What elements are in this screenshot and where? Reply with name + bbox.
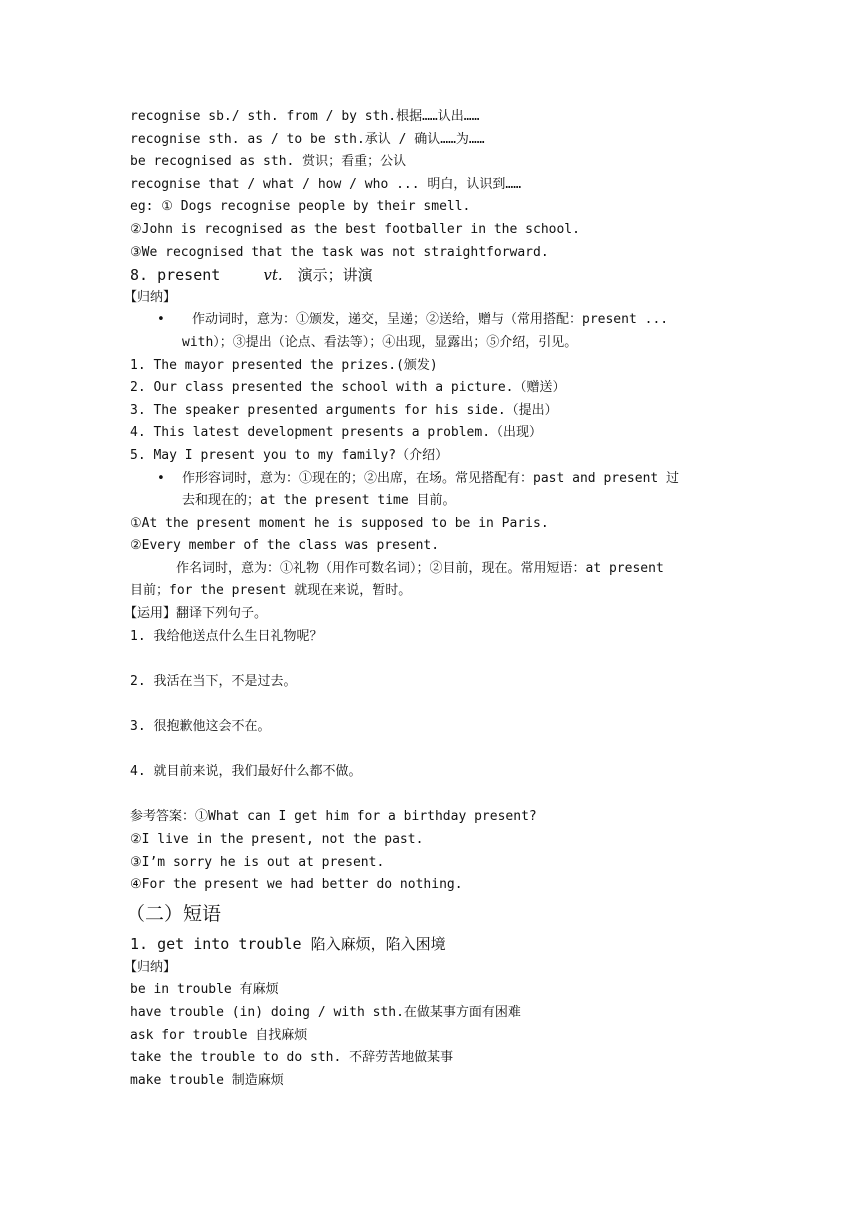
summary-label: 【归纳】	[124, 959, 177, 975]
part-of-speech: vt.	[263, 266, 283, 285]
section-heading: （二）短语	[126, 902, 222, 925]
example-line: ②John is recognised as the best footballer in the school.	[130, 221, 580, 237]
example-line: ①At the present moment he is supposed to be in Paris.	[130, 515, 549, 531]
example-line: 3. The speaker presented arguments for his side.（提出）	[130, 402, 558, 418]
answer-line: ④For the present we had better do nothing.	[130, 877, 463, 893]
answer-line: ③I’m sorry he is out at present.	[130, 854, 385, 870]
word-entry-number: 8. present	[130, 266, 221, 285]
example-line: 4. This latest development presents a problem.（出现）	[130, 425, 543, 441]
example-line: eg: ① Dogs recognise people by their smell.	[130, 199, 471, 215]
bullet-continuation: 去和现在的；at the present time 目前。	[182, 493, 456, 509]
bullet-continuation: with）；③提出（论点、看法等）；④出现，显露出；⑤介绍，引见。	[182, 334, 578, 350]
example-line: 5. May I present you to my family?（介绍）	[130, 447, 449, 463]
text-line: recognise sb./ sth. from / by sth.根据……认出……	[130, 109, 480, 124]
bullet-item	[130, 468, 740, 491]
example-line: 1. The mayor presented the prizes.(颁发)	[130, 357, 438, 373]
word-entry-title	[130, 264, 740, 287]
example-line: 2. Our class presented the school with a picture.（赠送）	[130, 380, 566, 396]
phrase-line: have trouble (in) doing / with sth.在做某事方面有困难	[130, 1004, 521, 1020]
exercise-item: 4. 就目前来说，我们最好什么都不做。	[130, 764, 362, 780]
example-line: ③We recognised that the task was not straightforward.	[130, 244, 549, 260]
text-line: recognise that / what / how / who ... 明白，认识到……	[130, 176, 522, 192]
noun-usage-line: 目前；for the present 就现在来说，暂时。	[130, 583, 412, 599]
bullet-item	[130, 309, 740, 332]
exercise-item: 3. 很抱歉他这会不在。	[130, 719, 271, 735]
answer-line: 参考答案：①What can I get him for a birthday present?	[130, 809, 537, 825]
document-content	[124, 106, 740, 1092]
example-line: ②Every member of the class was present.	[130, 538, 440, 554]
bullet-icon: •	[157, 312, 165, 328]
phrase-line: take the trouble to do sth. 不辞劳苦地做某事	[130, 1050, 454, 1066]
noun-usage-line: 作名词时，意为：①礼物（用作可数名词）；②目前，现在。常用短语：at present	[176, 560, 664, 576]
phrase-line: be in trouble 有麻烦	[130, 982, 279, 998]
phrase-title: 1. get into trouble 陷入麻烦，陷入困境	[130, 934, 446, 953]
summary-label: 【归纳】	[124, 289, 177, 305]
answer-line: ②I live in the present, not the past.	[130, 832, 424, 847]
bullet-text: 作形容词时，意为：①现在的；②出席，在场。常见搭配有：past and present 过	[182, 470, 680, 486]
bullet-text: 作动词时，意为：①颁发，递交，呈递；②送给，赠与（常用搭配：present ...	[192, 312, 669, 328]
text-line: recognise sth. as / to be sth.承认 / 确认……为……	[130, 131, 485, 147]
phrase-line: make trouble 制造麻烦	[130, 1072, 284, 1088]
bullet-icon: •	[157, 470, 165, 486]
exercise-item: 1. 我给他送点什么生日礼物呢？	[130, 628, 323, 644]
exercise-item: 2. 我活在当下，不是过去。	[130, 673, 297, 689]
text-line: be recognised as sth. 赏识；看重；公认	[130, 154, 407, 170]
word-meaning: 演示；讲演	[297, 266, 373, 285]
exercise-label: 【运用】翻译下列句子。	[124, 606, 268, 622]
phrase-line: ask for trouble 自找麻烦	[130, 1027, 308, 1043]
